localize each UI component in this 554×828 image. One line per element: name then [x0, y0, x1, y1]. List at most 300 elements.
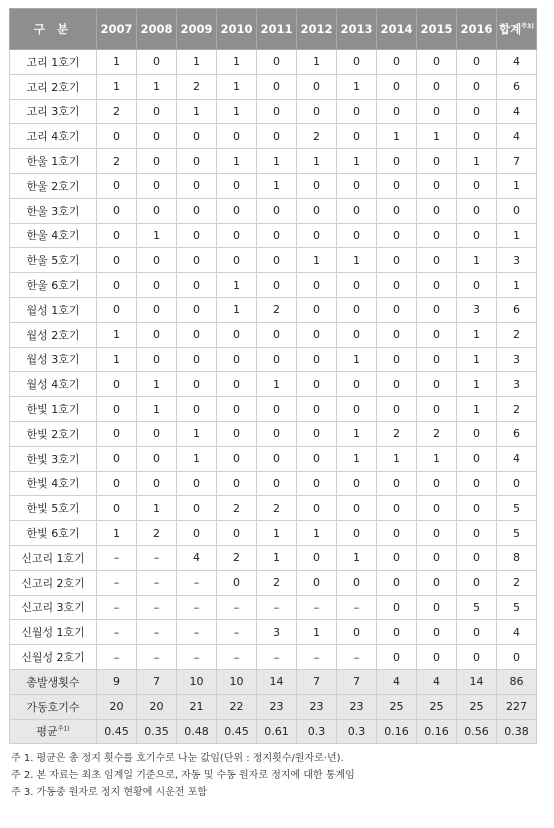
value-cell: 0 [297, 471, 337, 496]
value-cell: 0 [97, 248, 137, 273]
reactor-shutdown-table [9, 8, 537, 744]
value-cell: 0 [137, 322, 177, 347]
value-cell: 0 [457, 173, 497, 198]
value-cell: 3 [257, 620, 297, 645]
value-cell: 0 [137, 198, 177, 223]
value-cell: 0 [137, 173, 177, 198]
value-cell: 0 [297, 74, 337, 99]
value-cell: 1 [97, 74, 137, 99]
value-cell: 1 [97, 347, 137, 372]
header-total-footnote-ref: 주3) [521, 23, 534, 31]
value-cell: – [137, 595, 177, 620]
value-cell: – [137, 620, 177, 645]
value-cell: 20 [137, 694, 177, 719]
value-cell: 23 [337, 694, 377, 719]
table-row [10, 50, 537, 75]
value-cell: 0 [257, 124, 297, 149]
value-cell: 0 [297, 297, 337, 322]
value-cell: 7 [137, 669, 177, 694]
header-total-label: 합계 [499, 22, 522, 36]
value-cell: 0 [177, 397, 217, 422]
row-total-cell: 4 [497, 620, 537, 645]
row-total-cell: 4 [497, 446, 537, 471]
value-cell: – [97, 595, 137, 620]
row-label-text: 한울 5호기 [26, 254, 80, 268]
value-cell: 0 [217, 397, 257, 422]
value-cell: 0 [297, 446, 337, 471]
value-cell: 0 [137, 124, 177, 149]
value-cell: 0 [137, 99, 177, 124]
row-total-cell: 3 [497, 372, 537, 397]
row-total-cell: 6 [497, 421, 537, 446]
row-label [10, 496, 97, 521]
row-label-text: 한울 1호기 [26, 155, 80, 169]
value-cell: 1 [137, 74, 177, 99]
table-header-row [10, 9, 537, 50]
value-cell: 0 [257, 74, 297, 99]
value-cell: 0 [457, 124, 497, 149]
row-label-text: 신고리 2호기 [21, 576, 85, 590]
row-label [10, 322, 97, 347]
value-cell: 0 [417, 198, 457, 223]
table-row [10, 347, 537, 372]
row-label-text: 한빛 4호기 [26, 477, 80, 491]
value-cell: 23 [257, 694, 297, 719]
value-cell: 4 [417, 669, 457, 694]
value-cell: 1 [337, 248, 377, 273]
value-cell: 0 [97, 397, 137, 422]
value-cell: 0 [337, 124, 377, 149]
value-cell: 0 [257, 421, 297, 446]
value-cell: 0.3 [337, 719, 377, 744]
value-cell: 0 [417, 149, 457, 174]
value-cell: 0 [337, 50, 377, 75]
value-cell: 0 [337, 397, 377, 422]
row-label [10, 421, 97, 446]
value-cell: 0 [297, 372, 337, 397]
value-cell: 3 [457, 297, 497, 322]
value-cell: 0 [297, 496, 337, 521]
summary-row [10, 669, 537, 694]
row-total-cell: 0 [497, 198, 537, 223]
table-row [10, 570, 537, 595]
table-row [10, 273, 537, 298]
value-cell: 0 [97, 471, 137, 496]
value-cell: 0 [97, 496, 137, 521]
value-cell: 0 [377, 645, 417, 670]
value-cell: 0 [337, 322, 377, 347]
value-cell: 0 [217, 521, 257, 546]
value-cell: 5 [457, 595, 497, 620]
value-cell: 2 [217, 545, 257, 570]
row-label [10, 99, 97, 124]
value-cell: 0 [177, 223, 217, 248]
value-cell: 0 [257, 99, 297, 124]
value-cell: 0 [297, 322, 337, 347]
row-label [10, 545, 97, 570]
value-cell: 1 [257, 545, 297, 570]
value-cell: 0 [417, 273, 457, 298]
value-cell: 1 [177, 446, 217, 471]
table-row [10, 496, 537, 521]
value-cell: 0 [377, 471, 417, 496]
value-cell: 1 [177, 421, 217, 446]
row-label-text: 신월성 2호기 [21, 651, 85, 665]
value-cell: 0 [297, 173, 337, 198]
row-label-text: 고리 1호기 [26, 55, 80, 69]
row-label [10, 570, 97, 595]
row-label [10, 273, 97, 298]
table-row [10, 620, 537, 645]
value-cell: 0.16 [377, 719, 417, 744]
value-cell: 0 [257, 322, 297, 347]
value-cell: 0 [297, 397, 337, 422]
value-cell: 1 [457, 248, 497, 273]
value-cell: 0 [217, 322, 257, 347]
value-cell: 0 [177, 496, 217, 521]
value-cell: 0 [297, 570, 337, 595]
value-cell: – [137, 545, 177, 570]
value-cell: 0 [97, 446, 137, 471]
value-cell: 1 [377, 446, 417, 471]
header-year: 2010 [217, 9, 257, 50]
table-row [10, 124, 537, 149]
value-cell: 0 [417, 545, 457, 570]
header-year: 2014 [377, 9, 417, 50]
value-cell: 1 [337, 446, 377, 471]
value-cell: 0.56 [457, 719, 497, 744]
value-cell: 1 [217, 149, 257, 174]
value-cell: 0 [177, 273, 217, 298]
table-row [10, 645, 537, 670]
table-row [10, 446, 537, 471]
value-cell: 0 [337, 471, 377, 496]
value-cell: 0 [217, 248, 257, 273]
value-cell: 0 [297, 421, 337, 446]
row-label-text: 가동호기수 [26, 700, 80, 714]
value-cell: 1 [457, 397, 497, 422]
value-cell: 2 [97, 99, 137, 124]
row-label [10, 446, 97, 471]
value-cell: 0 [217, 372, 257, 397]
value-cell: 0 [377, 248, 417, 273]
value-cell: 1 [177, 99, 217, 124]
row-label-text: 신고리 3호기 [21, 601, 85, 615]
row-label-text: 한빛 1호기 [26, 403, 80, 417]
value-cell: 0 [297, 223, 337, 248]
value-cell: 0 [177, 372, 217, 397]
value-cell: 1 [177, 50, 217, 75]
value-cell: 2 [217, 496, 257, 521]
value-cell: 0 [177, 347, 217, 372]
row-total-cell: 0.38 [497, 719, 537, 744]
row-label [10, 521, 97, 546]
value-cell: 0 [417, 347, 457, 372]
value-cell: 1 [297, 50, 337, 75]
row-label-text: 신고리 1호기 [21, 551, 85, 565]
row-total-cell: 4 [497, 50, 537, 75]
value-cell: – [177, 570, 217, 595]
row-label-text: 고리 3호기 [26, 105, 80, 119]
row-total-cell: 4 [497, 99, 537, 124]
value-cell: – [97, 645, 137, 670]
value-cell: 0 [457, 570, 497, 595]
value-cell: 0 [457, 645, 497, 670]
value-cell: 1 [97, 50, 137, 75]
value-cell: 0 [297, 99, 337, 124]
value-cell: 0 [97, 297, 137, 322]
header-year: 2013 [337, 9, 377, 50]
value-cell: 0 [297, 198, 337, 223]
value-cell: 0 [177, 198, 217, 223]
row-total-cell: 3 [497, 347, 537, 372]
row-label [10, 223, 97, 248]
value-cell: 0 [377, 99, 417, 124]
value-cell: 1 [337, 347, 377, 372]
table-row [10, 397, 537, 422]
value-cell: 0.35 [137, 719, 177, 744]
value-cell: 0 [337, 620, 377, 645]
value-cell: 0 [217, 347, 257, 372]
row-total-cell: 6 [497, 297, 537, 322]
value-cell: 2 [377, 421, 417, 446]
row-label [10, 297, 97, 322]
value-cell: – [137, 570, 177, 595]
value-cell: 1 [417, 124, 457, 149]
value-cell: 0 [377, 620, 417, 645]
value-cell: 0 [137, 149, 177, 174]
row-label-text: 신월성 1호기 [21, 626, 85, 640]
value-cell: – [217, 595, 257, 620]
row-label-text: 한울 6호기 [26, 279, 80, 293]
value-cell: 1 [297, 521, 337, 546]
value-cell: 1 [257, 521, 297, 546]
value-cell: 1 [217, 99, 257, 124]
value-cell: – [257, 595, 297, 620]
value-cell: 0 [457, 50, 497, 75]
value-cell: 0 [337, 372, 377, 397]
row-label [10, 669, 97, 694]
value-cell: 0 [257, 223, 297, 248]
row-total-cell: 6 [497, 74, 537, 99]
value-cell: 0 [297, 545, 337, 570]
value-cell: 0 [177, 322, 217, 347]
value-cell: 25 [417, 694, 457, 719]
row-total-cell: 2 [497, 322, 537, 347]
value-cell: – [217, 645, 257, 670]
value-cell: 1 [217, 74, 257, 99]
value-cell: 25 [377, 694, 417, 719]
table-row [10, 595, 537, 620]
header-label: 구 분 [10, 9, 97, 50]
value-cell: 0 [457, 198, 497, 223]
value-cell: 2 [177, 74, 217, 99]
row-total-cell: 2 [497, 570, 537, 595]
value-cell: 1 [297, 149, 337, 174]
value-cell: 0 [257, 347, 297, 372]
row-label-text: 한빛 2호기 [26, 427, 80, 441]
row-total-cell: 8 [497, 545, 537, 570]
value-cell: 0 [417, 50, 457, 75]
row-total-cell: 4 [497, 124, 537, 149]
value-cell: 0 [97, 372, 137, 397]
header-year: 2007 [97, 9, 137, 50]
value-cell: 0 [417, 570, 457, 595]
value-cell: 0 [137, 421, 177, 446]
header-year: 2011 [257, 9, 297, 50]
value-cell: 0 [337, 173, 377, 198]
value-cell: – [337, 595, 377, 620]
row-label-text: 평균 [36, 725, 58, 739]
row-label-text: 고리 2호기 [26, 80, 80, 94]
value-cell: 1 [257, 173, 297, 198]
value-cell: 0 [337, 273, 377, 298]
value-cell: 0 [377, 322, 417, 347]
value-cell: 1 [297, 620, 337, 645]
table-row [10, 545, 537, 570]
value-cell: 2 [137, 521, 177, 546]
value-cell: 10 [217, 669, 257, 694]
value-cell: 0 [417, 173, 457, 198]
value-cell: 1 [217, 50, 257, 75]
value-cell: 1 [137, 372, 177, 397]
value-cell: 0 [137, 297, 177, 322]
value-cell: – [297, 595, 337, 620]
value-cell: 14 [257, 669, 297, 694]
value-cell: 1 [137, 397, 177, 422]
table-row [10, 372, 537, 397]
header-year: 2016 [457, 9, 497, 50]
value-cell: 0 [137, 248, 177, 273]
value-cell: 14 [457, 669, 497, 694]
value-cell: 0 [217, 421, 257, 446]
value-cell: 0 [457, 521, 497, 546]
value-cell: – [217, 620, 257, 645]
value-cell: 1 [457, 347, 497, 372]
value-cell: 0 [417, 223, 457, 248]
row-label [10, 694, 97, 719]
value-cell: 0 [457, 471, 497, 496]
header-year: 2009 [177, 9, 217, 50]
row-label-text: 월성 4호기 [26, 378, 80, 392]
value-cell: 0 [217, 446, 257, 471]
row-label [10, 74, 97, 99]
value-cell: 0 [337, 496, 377, 521]
value-cell: 0 [137, 347, 177, 372]
value-cell: 2 [257, 297, 297, 322]
header-year: 2015 [417, 9, 457, 50]
value-cell: 21 [177, 694, 217, 719]
table-row [10, 421, 537, 446]
value-cell: 0 [457, 223, 497, 248]
value-cell: 0 [377, 149, 417, 174]
row-label-text: 고리 4호기 [26, 130, 80, 144]
row-label-text: 월성 2호기 [26, 328, 80, 342]
row-label [10, 719, 97, 744]
value-cell: 0 [377, 521, 417, 546]
table-row [10, 99, 537, 124]
value-cell: 0 [257, 198, 297, 223]
value-cell: – [137, 645, 177, 670]
value-cell: 0 [377, 74, 417, 99]
value-cell: 0 [257, 397, 297, 422]
value-cell: 0 [337, 99, 377, 124]
value-cell: 0 [177, 521, 217, 546]
value-cell: 0 [177, 297, 217, 322]
table-row [10, 471, 537, 496]
row-label-text: 총발생횟수 [26, 675, 80, 689]
value-cell: 0 [417, 471, 457, 496]
value-cell: 0 [417, 74, 457, 99]
value-cell: – [177, 645, 217, 670]
value-cell: 0.61 [257, 719, 297, 744]
row-footnote-ref: 주1) [57, 725, 70, 733]
row-label [10, 620, 97, 645]
value-cell: 0 [417, 397, 457, 422]
value-cell: 0 [97, 173, 137, 198]
value-cell: 0 [377, 570, 417, 595]
summary-row [10, 694, 537, 719]
value-cell: 0 [217, 173, 257, 198]
value-cell: 2 [257, 496, 297, 521]
row-label-text: 한울 4호기 [26, 229, 80, 243]
value-cell: 25 [457, 694, 497, 719]
value-cell: 2 [257, 570, 297, 595]
value-cell: 2 [417, 421, 457, 446]
value-cell: 0 [377, 347, 417, 372]
row-label-text: 한울 3호기 [26, 204, 80, 218]
row-label-text: 한빛 5호기 [26, 502, 80, 516]
row-label [10, 372, 97, 397]
value-cell: 0 [457, 421, 497, 446]
row-label [10, 124, 97, 149]
row-total-cell: 0 [497, 645, 537, 670]
value-cell: 0 [417, 372, 457, 397]
value-cell: 0 [337, 198, 377, 223]
value-cell: 7 [297, 669, 337, 694]
table-row [10, 74, 537, 99]
row-total-cell: 5 [497, 521, 537, 546]
value-cell: 0 [377, 273, 417, 298]
value-cell: 0 [257, 50, 297, 75]
value-cell: 1 [137, 223, 177, 248]
value-cell: 0 [417, 496, 457, 521]
value-cell: 0 [177, 173, 217, 198]
row-total-cell: 86 [497, 669, 537, 694]
document [9, 8, 536, 801]
value-cell: 0 [457, 496, 497, 521]
table-row [10, 149, 537, 174]
value-cell: 0 [377, 372, 417, 397]
value-cell: – [297, 645, 337, 670]
value-cell: 1 [217, 273, 257, 298]
row-label-text: 한빛 6호기 [26, 527, 80, 541]
row-label [10, 595, 97, 620]
value-cell: 0 [97, 124, 137, 149]
value-cell: 1 [457, 322, 497, 347]
value-cell: 0.48 [177, 719, 217, 744]
value-cell: 0.3 [297, 719, 337, 744]
row-label [10, 347, 97, 372]
value-cell: 0 [417, 521, 457, 546]
table-row [10, 223, 537, 248]
value-cell: 0 [217, 198, 257, 223]
row-label [10, 50, 97, 75]
value-cell: 0 [217, 223, 257, 248]
value-cell: 0 [97, 198, 137, 223]
footnote: 주 2. 본 자료는 최초 임계일 기준으로, 자동 및 수동 원자로 정지에 대한 통계임 [11, 770, 355, 782]
value-cell: 0 [457, 545, 497, 570]
